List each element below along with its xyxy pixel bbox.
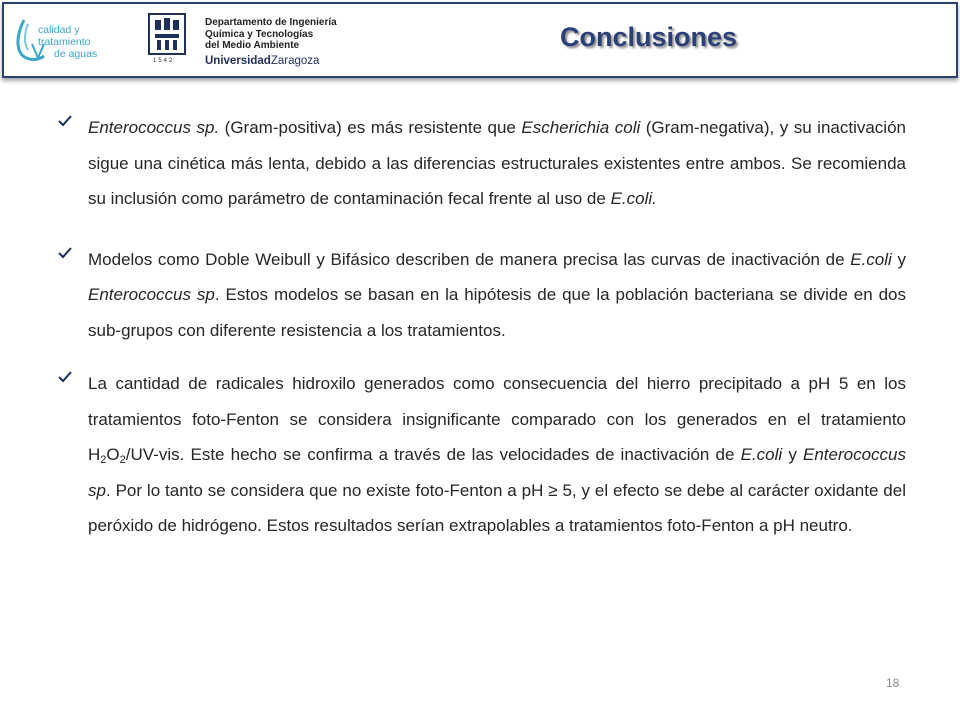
text-run: /UV-vis. Este hecho se confirma a través de las velocidades de inactivación de bbox=[125, 445, 741, 464]
university-name-bold: Universidad bbox=[205, 55, 271, 67]
text-run: Modelos como Doble Weibull y Bifásico describen de manera precisa las curvas de inactivación de bbox=[88, 249, 851, 269]
italic-species: Escherichia coli bbox=[521, 118, 641, 137]
bullet-text bbox=[88, 366, 906, 544]
text-run: (Gram-negativa), y su inactivación sigue una cinética más lenta, debido a las diferencias estructurales existentes entre ambos. Se recomienda su inclusión como parámetro de contaminación fecal frente al uso de bbox=[88, 118, 906, 208]
text-run: . Por lo tanto se considera que no existe foto-Fenton a pH ≥ 5, y el efecto se debe al carácter oxidante del peróxido de hidrógeno. Estos resultados serían extrapolables a tratamientos foto-Fenton a pH neutro. bbox=[88, 480, 906, 535]
bullet-text bbox=[88, 110, 906, 217]
university-crest-icon bbox=[147, 12, 187, 58]
bullet-text bbox=[88, 242, 906, 349]
department-name bbox=[205, 17, 337, 52]
bullet-item bbox=[58, 242, 906, 349]
text-run: . Estos modelos se basan en la hipótesis de que la población bacteriana se divide en dos sub-grupos con diferente resistencia a los tratamientos. bbox=[88, 285, 906, 340]
department-line1: Departamento de Ingeniería bbox=[205, 17, 337, 28]
italic-species: Enterococcus sp. bbox=[88, 118, 220, 137]
subscript: 2 bbox=[119, 454, 126, 466]
water-logo-line1: calidad y tratamiento bbox=[38, 24, 91, 48]
checkmark-icon bbox=[58, 246, 72, 260]
checkmark-icon bbox=[58, 370, 72, 384]
water-logo-text bbox=[38, 24, 134, 60]
italic-species: E.coli. bbox=[610, 189, 657, 208]
text-run: O bbox=[106, 445, 120, 464]
text-run: y bbox=[891, 249, 906, 269]
italic-species: E.coli bbox=[850, 249, 892, 269]
text-run: y bbox=[782, 445, 803, 464]
department-line2: Química y Tecnologías bbox=[205, 28, 314, 40]
slide-title: Conclusiones bbox=[560, 22, 738, 52]
bullet-item bbox=[58, 110, 906, 217]
checkmark-icon bbox=[58, 114, 72, 128]
crest-year: 1542 bbox=[153, 58, 175, 64]
italic-species: Enterococcus sp bbox=[88, 445, 906, 500]
conclusions-list bbox=[58, 110, 906, 544]
university-name-rest: Zaragoza bbox=[270, 55, 320, 67]
slide-header bbox=[2, 2, 958, 78]
italic-species: E.coli bbox=[740, 445, 783, 464]
italic-species: Enterococcus sp bbox=[88, 285, 215, 304]
bullet-item bbox=[58, 366, 906, 544]
water-logo-line2: de aguas bbox=[54, 48, 98, 60]
text-run: La cantidad de radicales hidroxilo generados como consecuencia del hierro precipitado a pH 5 en los tratamientos foto-Fenton se considera insignificante comparado con los generados en el tratamiento H bbox=[88, 374, 906, 464]
text-run: (Gram-positiva) es más resistente que bbox=[219, 118, 522, 137]
subscript: 2 bbox=[100, 454, 107, 466]
university-logo bbox=[147, 12, 347, 72]
page-number: 18 bbox=[886, 676, 900, 690]
university-name bbox=[205, 55, 319, 67]
department-line3: del Medio Ambiente bbox=[205, 40, 300, 51]
water-treatment-logo bbox=[14, 14, 134, 70]
